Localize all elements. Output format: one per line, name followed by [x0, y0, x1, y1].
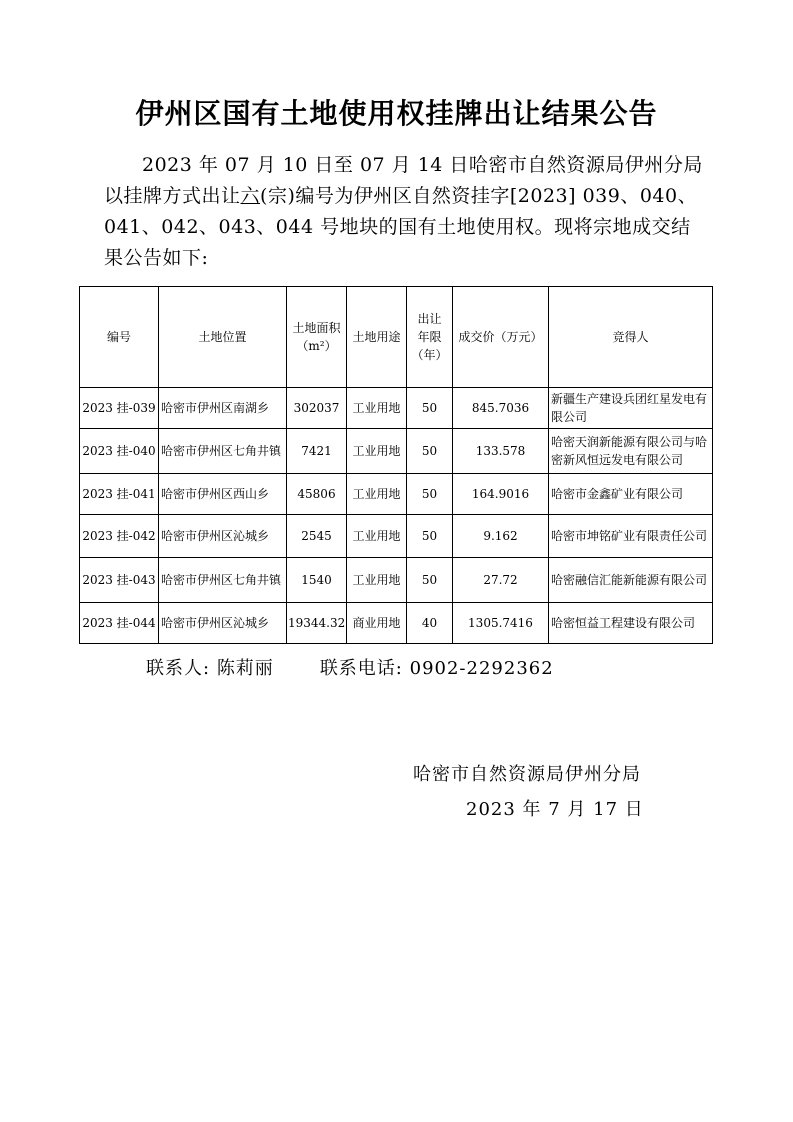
table-row: [80, 474, 713, 515]
cell-id: 2023 挂-041: [80, 474, 159, 515]
cell-term: 50: [407, 558, 453, 603]
cell-id: 2023 挂-043: [80, 558, 159, 603]
cell-id: 2023 挂-044: [80, 603, 159, 644]
header-price: 成交价（万元）: [453, 287, 549, 388]
contact-person: 陈莉丽: [216, 658, 274, 679]
cell-use: 工业用地: [347, 429, 407, 474]
table-row: [80, 515, 713, 558]
intro-text-after: (宗)编号为伊州区自然资挂字[2023] 039、040、041、042、043、044 号地块的国有土地使用权。现将宗地成交结果公告如下:: [104, 185, 698, 269]
cell-term: 50: [407, 515, 453, 558]
cell-price: 845.7036: [453, 388, 549, 429]
cell-id: 2023 挂-042: [80, 515, 159, 558]
header-area: [287, 287, 347, 388]
cell-area: 45806: [287, 474, 347, 515]
cell-location: 哈密市伊州区南湖乡: [159, 388, 287, 429]
contact-person-label: 联系人:: [146, 658, 211, 679]
cell-price: 9.162: [453, 515, 549, 558]
header-term-line2: 年限: [417, 330, 442, 344]
table-row: [80, 429, 713, 474]
header-winner: 竞得人: [549, 287, 713, 388]
cell-area: 19344.32: [287, 603, 347, 644]
header-area-label: 土地面积: [292, 321, 341, 335]
intro-paragraph: [104, 150, 704, 274]
table-row: [80, 388, 713, 429]
cell-use: 工业用地: [347, 515, 407, 558]
contact-line: [146, 654, 554, 680]
table-row: [80, 558, 713, 603]
cell-location: 哈密市伊州区沁城乡: [159, 515, 287, 558]
issuing-organization: 哈密市自然资源局伊州分局: [413, 764, 641, 785]
cell-use: 工业用地: [347, 558, 407, 603]
cell-term: 50: [407, 474, 453, 515]
contact-phone: 0902-2292362: [409, 658, 554, 679]
cell-price: 133.578: [453, 429, 549, 474]
cell-use: 商业用地: [347, 603, 407, 644]
header-id: 编号: [80, 287, 159, 388]
intro-text-before: 2023 年 07 月 10 日至 07 月 14 日哈密市自然资源局伊州分局以挂牌方式出让: [104, 154, 703, 207]
cell-price: 1305.7416: [453, 603, 549, 644]
cell-location: 哈密市伊州区七角井镇: [159, 558, 287, 603]
cell-location: 哈密市伊州区沁城乡: [159, 603, 287, 644]
header-area-unit: （m²）: [296, 339, 337, 353]
cell-id: 2023 挂-039: [80, 388, 159, 429]
cell-area: 302037: [287, 388, 347, 429]
cell-winner: 哈密市坤铭矿业有限责任公司: [549, 515, 713, 558]
header-location: 土地位置: [159, 287, 287, 388]
cell-winner: 哈密恒益工程建设有限公司: [549, 603, 713, 644]
cell-location: 哈密市伊州区七角井镇: [159, 429, 287, 474]
cell-term: 50: [407, 388, 453, 429]
header-term: [407, 287, 453, 388]
cell-price: 164.9016: [453, 474, 549, 515]
document-title: 伊州区国有土地使用权挂牌出让结果公告: [135, 97, 658, 130]
intro-parcel-count: 六: [240, 185, 261, 207]
cell-location: 哈密市伊州区西山乡: [159, 474, 287, 515]
cell-area: 2545: [287, 515, 347, 558]
cell-area: 7421: [287, 429, 347, 474]
header-term-line1: 出让: [417, 312, 442, 326]
cell-area: 1540: [287, 558, 347, 603]
table-row: [80, 603, 713, 644]
header-use: 土地用途: [347, 287, 407, 388]
cell-winner: 新疆生产建设兵团红星发电有限公司: [549, 388, 713, 429]
cell-winner: 哈密融信汇能新能源有限公司: [549, 558, 713, 603]
cell-winner: 哈密天润新能源有限公司与哈密新风恒远发电有限公司: [549, 429, 713, 474]
cell-term: 50: [407, 429, 453, 474]
cell-winner: 哈密市金鑫矿业有限公司: [549, 474, 713, 515]
issue-date: 2023 年 7 月 17 日: [466, 799, 644, 820]
cell-use: 工业用地: [347, 474, 407, 515]
header-term-line3: （年）: [411, 348, 448, 362]
table-header-row: [80, 287, 713, 388]
cell-term: 40: [407, 603, 453, 644]
cell-price: 27.72: [453, 558, 549, 603]
contact-phone-label: 联系电话:: [319, 658, 403, 679]
result-table: [79, 286, 713, 644]
cell-id: 2023 挂-040: [80, 429, 159, 474]
cell-use: 工业用地: [347, 388, 407, 429]
